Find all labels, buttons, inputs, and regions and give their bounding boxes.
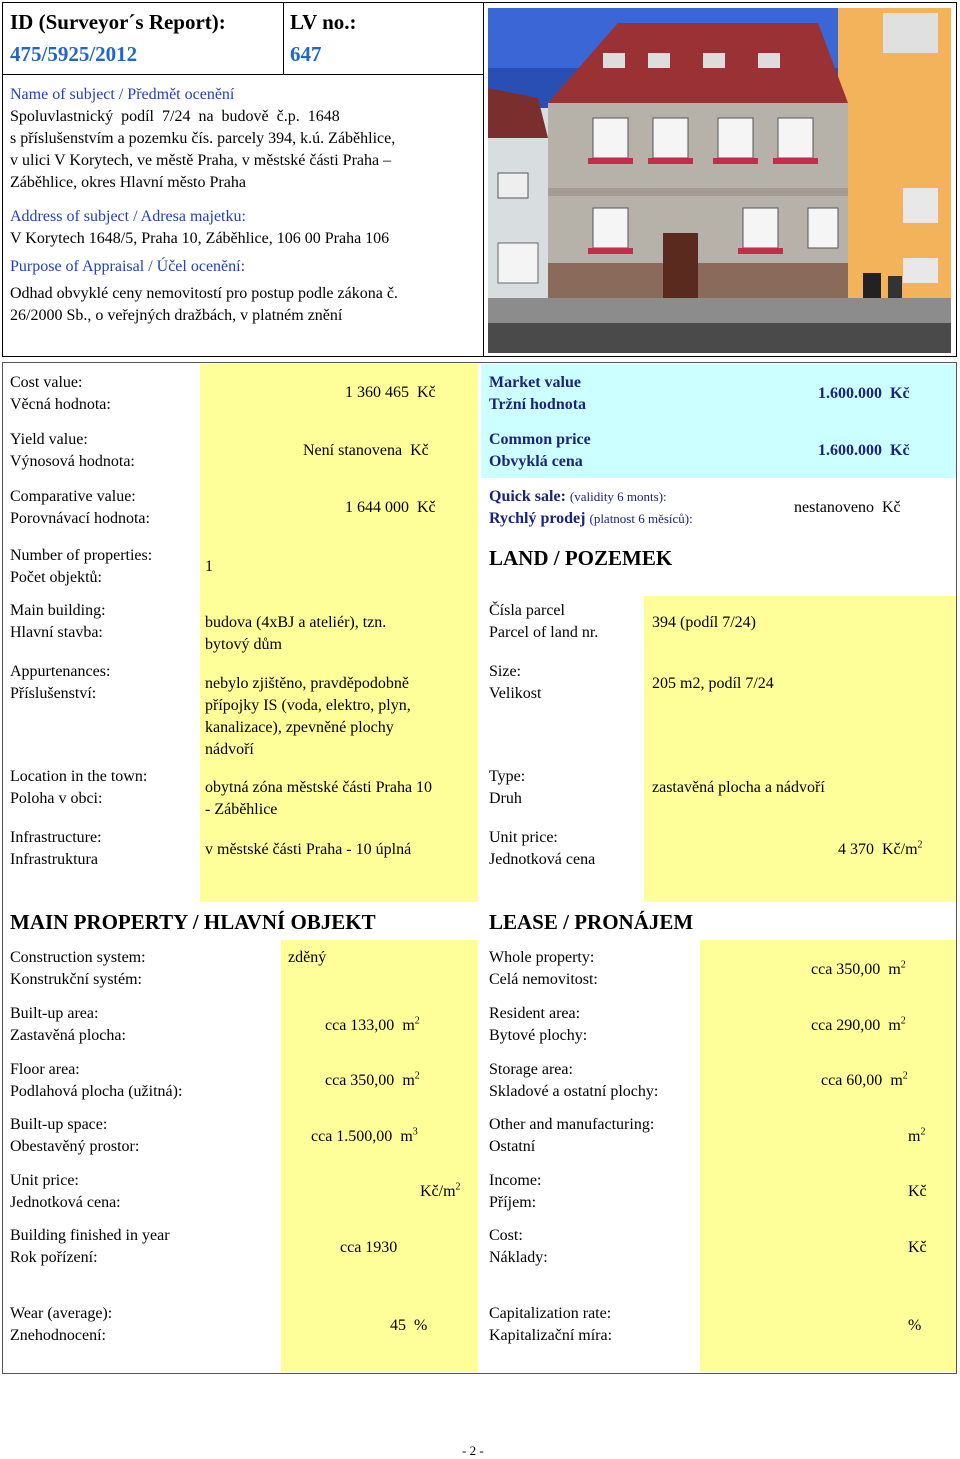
- subject-label: Name of subject / Předmět ocenění: [10, 86, 235, 103]
- wear-unit: %: [414, 1317, 428, 1334]
- comparative-value-en: Comparative value:: [10, 488, 136, 505]
- size-value: 205 m2, podíl 7/24: [652, 675, 774, 692]
- cost-value-cz: Věcná hodnota:: [10, 396, 111, 413]
- common-price-cz: Obvyklá cena: [489, 453, 583, 470]
- storage-area-unit: m: [890, 1072, 903, 1089]
- built-up-area-en: Built-up area:: [10, 1005, 99, 1022]
- common-price-number: 1.600.000: [818, 442, 882, 459]
- lv-label: LV no.:: [290, 10, 357, 34]
- building-year-value: cca 1930: [340, 1239, 398, 1256]
- lease-title: LEASE / PRONÁJEM: [489, 910, 694, 934]
- size-en: Size:: [489, 663, 521, 680]
- income-unit: Kč: [908, 1183, 927, 1200]
- common-price-en: Common price: [489, 431, 591, 448]
- size-cz: Velikost: [489, 685, 542, 702]
- quick-sale-cz-note: (platnost 6 měsíců):: [589, 511, 693, 526]
- cost-en: Cost:: [489, 1227, 523, 1244]
- purpose-text: [10, 283, 398, 327]
- parcel-value: 394 (podíl 7/24): [652, 614, 756, 631]
- type-value: zastavěná plocha a nádvoří: [652, 779, 825, 796]
- type-cz: Druh: [489, 790, 522, 807]
- infrastructure-en: Infrastructure:: [10, 829, 102, 846]
- wear-cz: Znehodnocení:: [10, 1327, 106, 1344]
- comparative-value-cz: Porovnávací hodnota:: [10, 510, 150, 527]
- market-value-cz: Tržní hodnota: [489, 396, 587, 413]
- floor-area-cz: Podlahová plocha (užitná):: [10, 1083, 183, 1100]
- main-building-cz: Hlavní stavba:: [10, 624, 103, 641]
- capitalization-en: Capitalization rate:: [489, 1305, 612, 1322]
- floor-area-exponent: 2: [414, 1070, 420, 1082]
- construction-system-value: zděný: [288, 949, 327, 966]
- resident-area-exponent: 2: [900, 1015, 906, 1027]
- report-id-label: ID (Surveyor´s Report):: [10, 10, 226, 34]
- whole-property-number: cca 350,00: [811, 961, 881, 978]
- built-up-space-exponent: 3: [412, 1126, 418, 1138]
- capitalization-unit: %: [908, 1317, 922, 1334]
- quick-sale-text: nestanoveno: [794, 499, 874, 516]
- construction-system-en: Construction system:: [10, 949, 146, 966]
- floor-area-unit: m: [402, 1072, 415, 1089]
- appurtenances-line: nebylo zjištěno, pravděpodobně: [205, 675, 409, 692]
- page-number: - 2 -: [462, 1443, 484, 1458]
- other-manufacturing-unit: m: [908, 1128, 921, 1145]
- cost-cz: Náklady:: [489, 1249, 548, 1266]
- built-up-area-cz: Zastavěná plocha:: [10, 1027, 126, 1044]
- common-price-unit: Kč: [890, 442, 910, 459]
- infrastructure-cz: Infrastruktura: [10, 851, 98, 868]
- market-value-number: 1.600.000: [818, 385, 882, 402]
- main-building-line: bytový dům: [205, 636, 282, 653]
- built-up-space-en: Built-up space:: [10, 1116, 108, 1133]
- unit-price-unit: Kč/m: [420, 1183, 456, 1200]
- quick-sale-en: Quick sale:: [489, 488, 566, 505]
- construction-system-cz: Konstrukční systém:: [10, 971, 142, 988]
- purpose-line: Odhad obvyklé ceny nemovitostí pro postup podle zákona č.: [10, 285, 398, 302]
- subject-line: s příslušenstvím a pozemku čís. parcely 394, k.ú. Záběhlice,: [10, 130, 396, 147]
- resident-area-cz: Bytové plochy:: [489, 1027, 588, 1044]
- parcel-cz: Čísla parcel: [489, 602, 565, 619]
- yield-value-cz: Výnosová hodnota:: [10, 453, 135, 470]
- location-en: Location in the town:: [10, 768, 148, 785]
- purpose-label: Purpose of Appraisal / Účel ocenění:: [10, 258, 246, 275]
- land-unit-price-exponent: 2: [917, 839, 923, 851]
- table-frame: [2, 362, 957, 1374]
- resident-area-en: Resident area:: [489, 1005, 581, 1022]
- cost-value-number: 1 360 465: [345, 384, 409, 401]
- parcel-en: Parcel of land nr.: [489, 624, 599, 641]
- quick-sale-cz: Rychlý prodej: [489, 510, 586, 527]
- num-properties-cz: Počet objektů:: [10, 569, 102, 586]
- whole-property-cz: Celá nemovitost:: [489, 971, 598, 988]
- storage-area-en: Storage area:: [489, 1061, 573, 1078]
- building-photo: [488, 8, 951, 353]
- storage-area-exponent: 2: [902, 1070, 908, 1082]
- land-title: LAND / POZEMEK: [489, 546, 673, 570]
- built-up-space-number: cca 1.500,00: [311, 1128, 393, 1145]
- num-properties-value: 1: [205, 558, 213, 575]
- built-up-area-unit: m: [402, 1017, 415, 1034]
- unit-price-en: Unit price:: [10, 1172, 79, 1189]
- quick-sale-en-note: (validity 6 monts):: [569, 489, 667, 504]
- appurtenances-line: nádvoří: [205, 741, 254, 758]
- location-cz: Poloha v obci:: [10, 790, 103, 807]
- land-unit-price-number: 4 370: [838, 841, 874, 858]
- address-label: Address of subject / Adresa majetku:: [10, 208, 246, 225]
- type-en: Type:: [489, 768, 526, 785]
- report-id-value: 475/5925/2012: [10, 42, 138, 66]
- land-unit-price-unit: Kč/m: [882, 841, 918, 858]
- appurtenances-cz: Příslušenství:: [10, 685, 97, 702]
- building-year-en: Building finished in year: [10, 1227, 170, 1244]
- other-manufacturing-en: Other and manufacturing:: [489, 1116, 655, 1133]
- comparative-value-unit: Kč: [417, 499, 436, 516]
- other-manufacturing-cz: Ostatní: [489, 1138, 536, 1155]
- unit-price-exponent: 2: [455, 1181, 461, 1193]
- cost-value-en: Cost value:: [10, 374, 83, 391]
- whole-property-unit: m: [888, 961, 901, 978]
- appurtenances-en: Appurtenances:: [10, 663, 111, 680]
- floor-area-number: cca 350,00: [325, 1072, 395, 1089]
- market-value-en: Market value: [489, 374, 581, 391]
- resident-area-unit: m: [888, 1017, 901, 1034]
- cost-unit: Kč: [908, 1239, 927, 1256]
- yield-value-text: Není stanovena: [303, 442, 403, 459]
- income-cz: Příjem:: [489, 1194, 537, 1211]
- location-line: - Záběhlice: [205, 801, 278, 818]
- built-up-space-unit: m: [400, 1128, 413, 1145]
- whole-property-exponent: 2: [900, 959, 906, 971]
- land-unit-price-cz: Jednotková cena: [489, 851, 596, 868]
- header-divider: [483, 2, 484, 357]
- address-value: V Korytech 1648/5, Praha 10, Záběhlice, 106 00 Praha 106: [10, 230, 390, 247]
- main-building-en: Main building:: [10, 602, 106, 619]
- yield-value-en: Yield value:: [10, 431, 88, 448]
- lv-divider: [283, 2, 284, 74]
- id-divider: [2, 74, 483, 75]
- quick-sale-unit: Kč: [881, 499, 901, 516]
- yield-value-unit: Kč: [410, 442, 429, 459]
- market-value-unit: Kč: [890, 385, 910, 402]
- storage-area-number: cca 60,00: [821, 1072, 883, 1089]
- resident-area-number: cca 290,00: [811, 1017, 881, 1034]
- subject-line: Spoluvlastnický podíl 7/24 na budově č.p. 1648: [10, 108, 340, 125]
- num-properties-en: Number of properties:: [10, 547, 153, 564]
- capitalization-cz: Kapitalizační míra:: [489, 1327, 613, 1344]
- purpose-line: 26/2000 Sb., o veřejných dražbách, v platném znění: [10, 307, 343, 324]
- main-building-line: budova (4xBJ a ateliér), tzn.: [205, 614, 387, 631]
- subject-line: v ulici V Korytech, ve městě Praha, v městské části Praha –: [10, 152, 392, 169]
- wear-number: 45: [390, 1317, 406, 1334]
- main-property-title: MAIN PROPERTY / HLAVNÍ OBJEKT: [10, 910, 376, 934]
- built-up-space-cz: Obestavěný prostor:: [10, 1138, 140, 1155]
- unit-price-cz: Jednotková cena:: [10, 1194, 121, 1211]
- subject-line: Záběhlice, okres Hlavní město Praha: [10, 174, 246, 191]
- whole-property-en: Whole property:: [489, 949, 595, 966]
- appurtenances-line: přípojky IS (voda, elektro, plyn,: [205, 697, 411, 714]
- wear-en: Wear (average):: [10, 1305, 113, 1322]
- infrastructure-value: v městské části Praha - 10 úplná: [205, 841, 412, 858]
- storage-area-cz: Skladové a ostatní plochy:: [489, 1083, 659, 1100]
- other-manufacturing-exponent: 2: [920, 1126, 926, 1138]
- building-year-cz: Rok pořízení:: [10, 1249, 98, 1266]
- location-line: obytná zóna městské části Praha 10: [205, 779, 433, 796]
- land-unit-price-en: Unit price:: [489, 829, 558, 846]
- lv-value: 647: [290, 42, 322, 66]
- cost-value-unit: Kč: [417, 384, 436, 401]
- appurtenances-line: kanalizace), zpevněné plochy: [205, 719, 394, 736]
- floor-area-en: Floor area:: [10, 1061, 80, 1078]
- built-up-area-exponent: 2: [414, 1015, 420, 1027]
- income-en: Income:: [489, 1172, 542, 1189]
- comparative-value-number: 1 644 000: [345, 499, 409, 516]
- built-up-area-number: cca 133,00: [325, 1017, 395, 1034]
- subject-text: [10, 106, 476, 194]
